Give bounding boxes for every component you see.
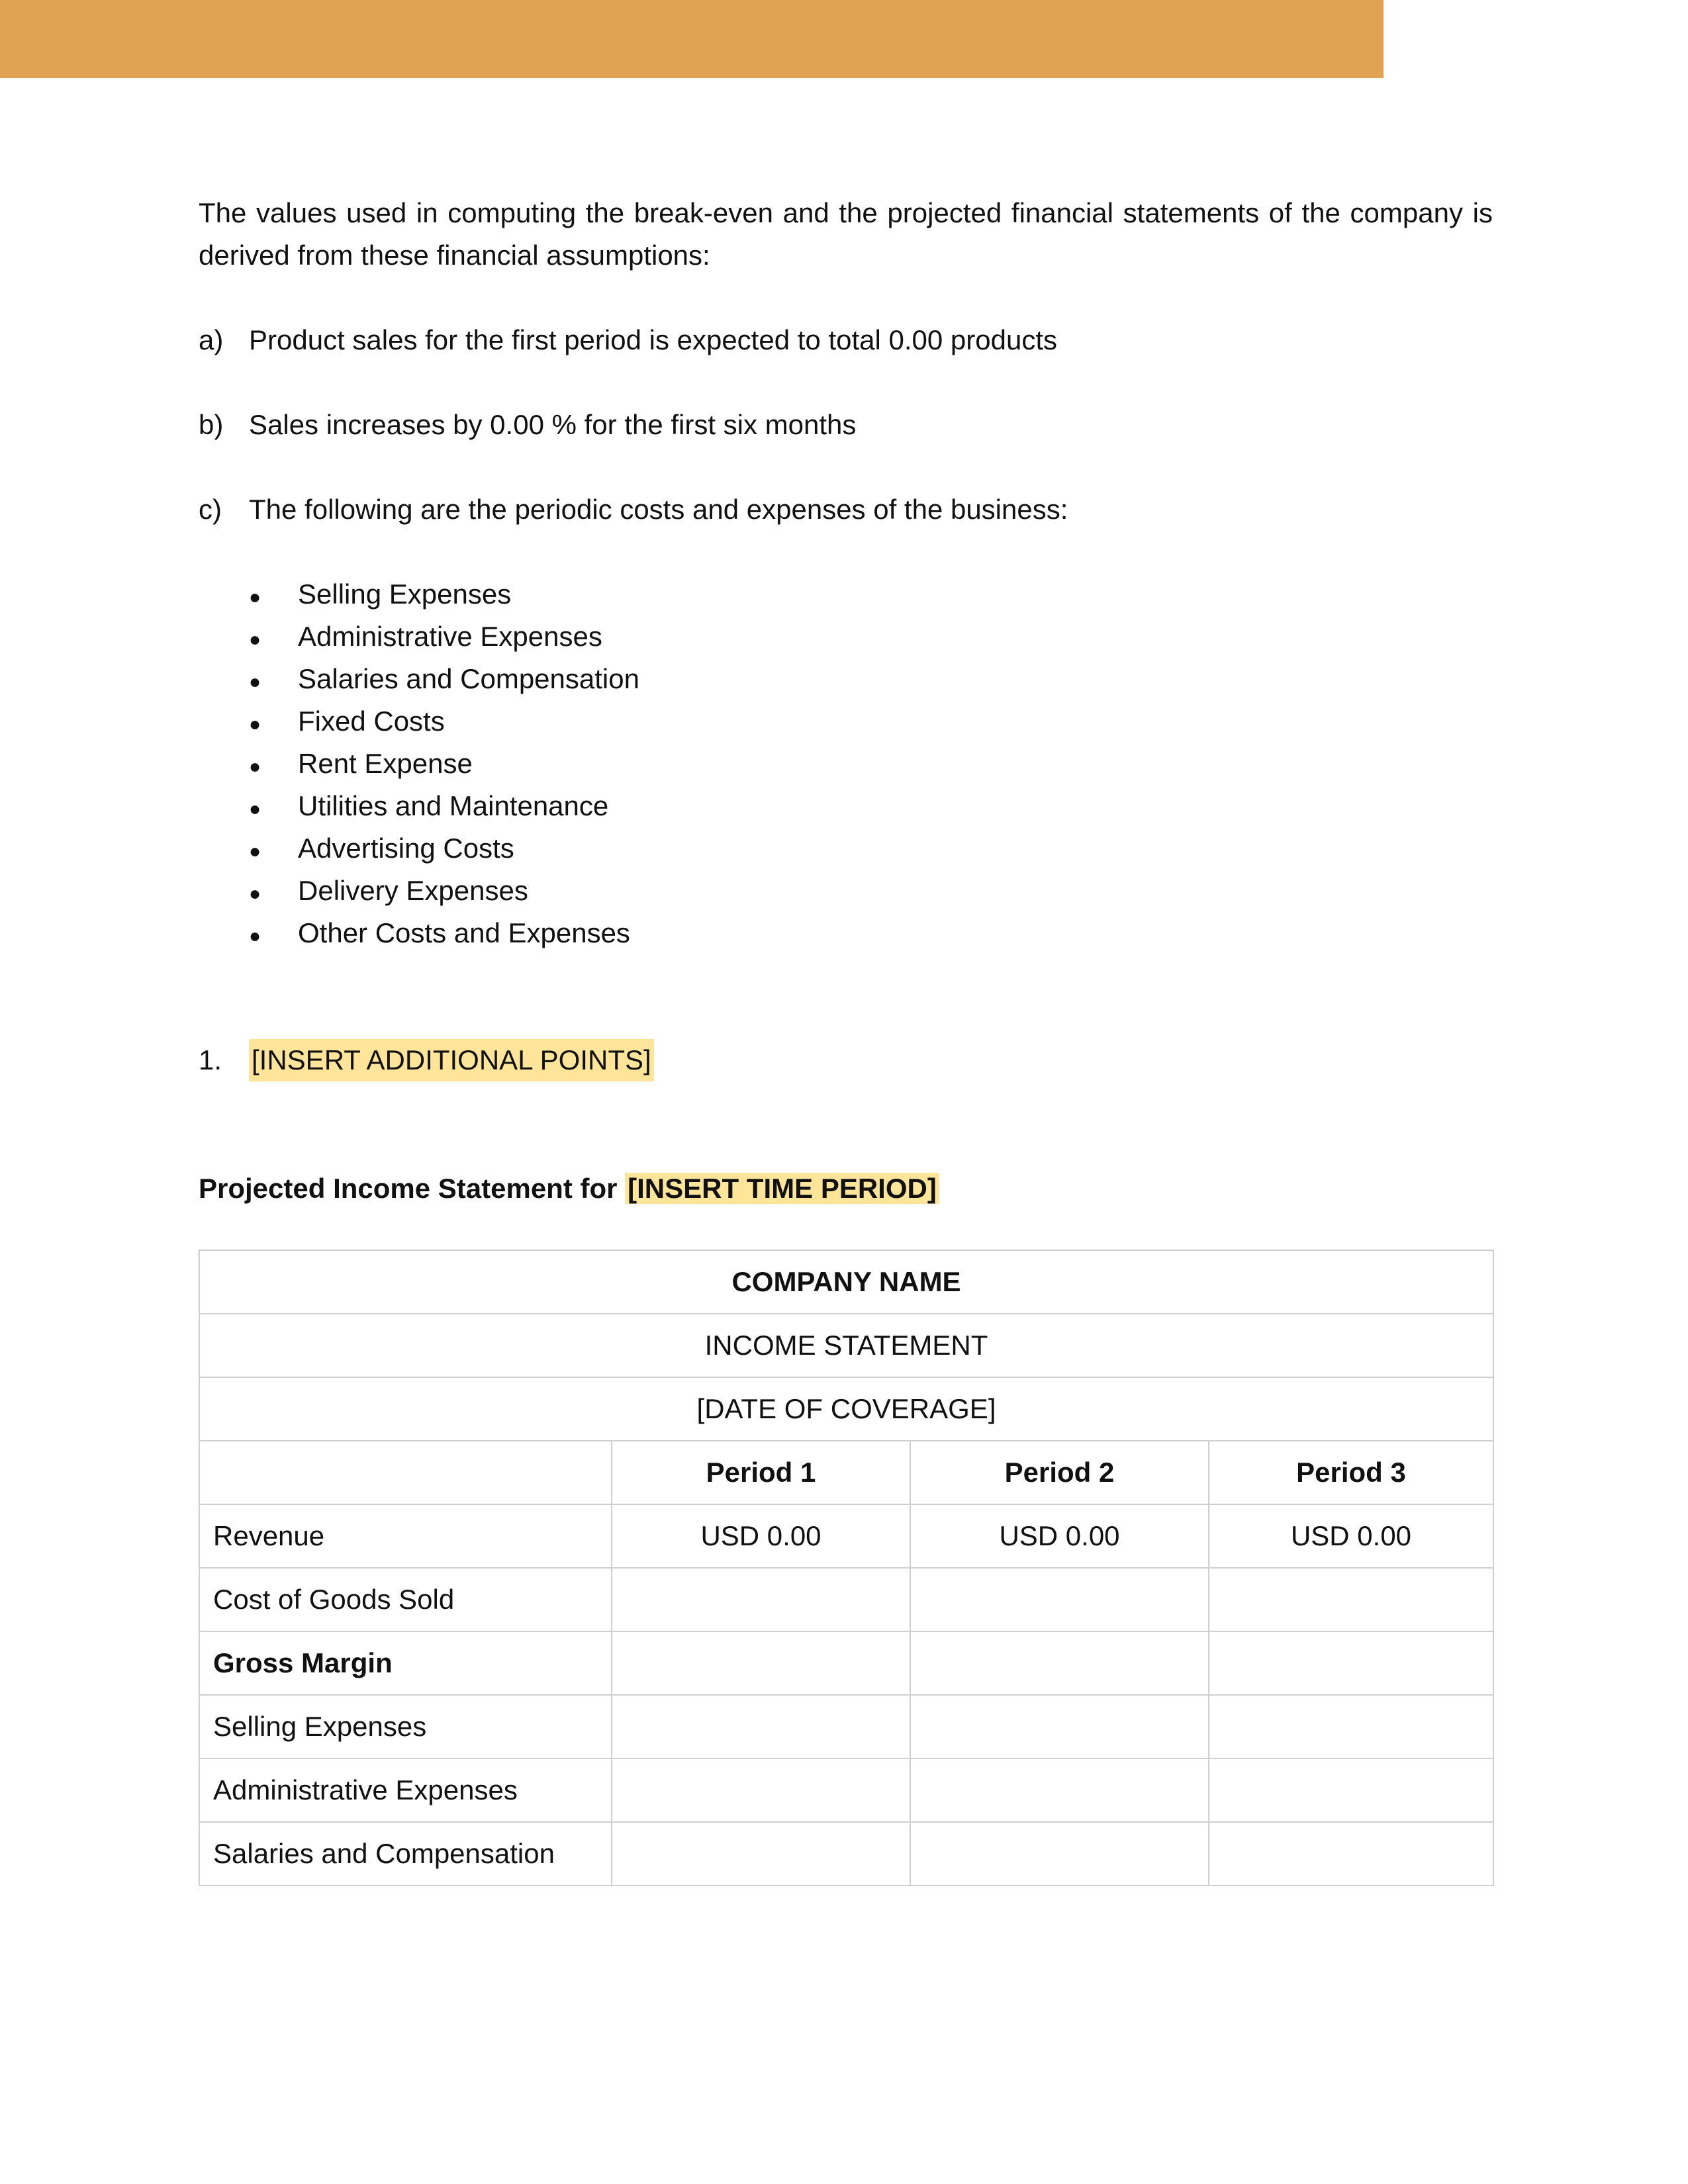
table-heading-prefix: Projected Income Statement for bbox=[199, 1173, 626, 1204]
table-cell: USD 0.00 bbox=[1209, 1504, 1493, 1568]
cost-item-label: Selling Expenses bbox=[298, 578, 512, 610]
bullet-icon: ● bbox=[249, 586, 261, 608]
row-label: Administrative Expenses bbox=[199, 1758, 612, 1822]
table-header-row bbox=[199, 1441, 1493, 1504]
table-cell bbox=[1209, 1568, 1493, 1631]
additional-points-placeholder: [INSERT ADDITIONAL POINTS] bbox=[249, 1039, 654, 1081]
bullet-icon: ● bbox=[249, 671, 261, 693]
bullet-icon: ● bbox=[249, 756, 261, 778]
table-row bbox=[199, 1631, 1493, 1695]
period-header: Period 2 bbox=[910, 1441, 1209, 1504]
table-cell bbox=[910, 1822, 1209, 1886]
cost-items-list bbox=[249, 573, 1493, 954]
assumption-text: The following are the periodic costs and expenses of the business: bbox=[249, 494, 1068, 525]
bullet-icon: ● bbox=[249, 883, 261, 905]
bullet-icon: ● bbox=[249, 713, 261, 735]
cost-item-label: Rent Expense bbox=[298, 748, 473, 779]
bullet-icon: ● bbox=[249, 798, 261, 820]
cost-item-label: Delivery Expenses bbox=[298, 875, 528, 906]
table-cell bbox=[612, 1631, 910, 1695]
intro-paragraph: The values used in computing the break-even and the projected financial statements of the company is derived from these financial assumptions: bbox=[199, 197, 1493, 271]
list-item bbox=[249, 615, 1493, 658]
bullet-icon: ● bbox=[249, 925, 261, 947]
bullet-icon: ● bbox=[249, 629, 261, 651]
cost-item-label: Fixed Costs bbox=[298, 705, 445, 737]
list-item bbox=[249, 573, 1493, 615]
row-label: Cost of Goods Sold bbox=[199, 1568, 612, 1631]
time-period-placeholder: [INSERT TIME PERIOD] bbox=[625, 1173, 939, 1204]
table-cell bbox=[910, 1568, 1209, 1631]
row-label: Revenue bbox=[199, 1504, 612, 1568]
table-cell: USD 0.00 bbox=[910, 1504, 1209, 1568]
assumption-text: Sales increases by 0.00 % for the first six months bbox=[249, 409, 857, 440]
list-item bbox=[249, 743, 1493, 785]
table-cell bbox=[612, 1822, 910, 1886]
list-marker: c) bbox=[199, 494, 222, 525]
table-row bbox=[199, 1314, 1493, 1377]
list-item bbox=[249, 870, 1493, 912]
table-cell bbox=[612, 1568, 910, 1631]
cost-item-label: Administrative Expenses bbox=[298, 621, 602, 652]
statement-title-cell: INCOME STATEMENT bbox=[199, 1314, 1493, 1377]
list-marker: a) bbox=[199, 324, 224, 355]
income-statement-table bbox=[199, 1250, 1494, 1886]
top-banner bbox=[0, 0, 1383, 78]
table-cell bbox=[910, 1758, 1209, 1822]
table-cell bbox=[910, 1631, 1209, 1695]
table-row bbox=[199, 1377, 1493, 1441]
table-cell bbox=[1209, 1822, 1493, 1886]
cost-item-label: Utilities and Maintenance bbox=[298, 790, 609, 821]
table-row bbox=[199, 1695, 1493, 1758]
period-header: Period 3 bbox=[1209, 1441, 1493, 1504]
bullet-icon: ● bbox=[249, 841, 261, 862]
table-row bbox=[199, 1758, 1493, 1822]
list-item bbox=[249, 785, 1493, 827]
table-row bbox=[199, 1568, 1493, 1631]
list-item bbox=[249, 700, 1493, 743]
table-cell bbox=[1209, 1758, 1493, 1822]
company-name-cell: COMPANY NAME bbox=[199, 1250, 1493, 1314]
table-cell bbox=[1209, 1695, 1493, 1758]
table-cell bbox=[910, 1695, 1209, 1758]
list-item bbox=[249, 827, 1493, 870]
list-item bbox=[249, 912, 1493, 954]
list-marker: b) bbox=[199, 409, 224, 440]
row-label: Selling Expenses bbox=[199, 1695, 612, 1758]
cost-item-label: Salaries and Compensation bbox=[298, 663, 639, 694]
empty-header-cell bbox=[199, 1441, 612, 1504]
table-heading bbox=[199, 1167, 1493, 1210]
assumption-item bbox=[199, 404, 1493, 446]
table-row bbox=[199, 1504, 1493, 1568]
cost-item-label: Advertising Costs bbox=[298, 833, 514, 864]
assumption-text: Product sales for the first period is expected to total 0.00 products bbox=[249, 324, 1057, 355]
row-label: Gross Margin bbox=[199, 1631, 612, 1695]
assumption-item bbox=[199, 488, 1493, 531]
assumptions-list bbox=[199, 319, 1493, 531]
additional-points-item bbox=[199, 1039, 1493, 1081]
period-header: Period 1 bbox=[612, 1441, 910, 1504]
table-cell bbox=[1209, 1631, 1493, 1695]
table-cell bbox=[612, 1695, 910, 1758]
row-label: Salaries and Compensation bbox=[199, 1822, 612, 1886]
document-body bbox=[199, 192, 1493, 1886]
coverage-cell: [DATE OF COVERAGE] bbox=[199, 1377, 1493, 1441]
cost-item-label: Other Costs and Expenses bbox=[298, 917, 630, 948]
assumption-item bbox=[199, 319, 1493, 361]
table-row bbox=[199, 1250, 1493, 1314]
table-row bbox=[199, 1822, 1493, 1886]
list-marker: 1. bbox=[199, 1044, 222, 1075]
table-cell: USD 0.00 bbox=[612, 1504, 910, 1568]
table-cell bbox=[612, 1758, 910, 1822]
list-item bbox=[249, 658, 1493, 700]
